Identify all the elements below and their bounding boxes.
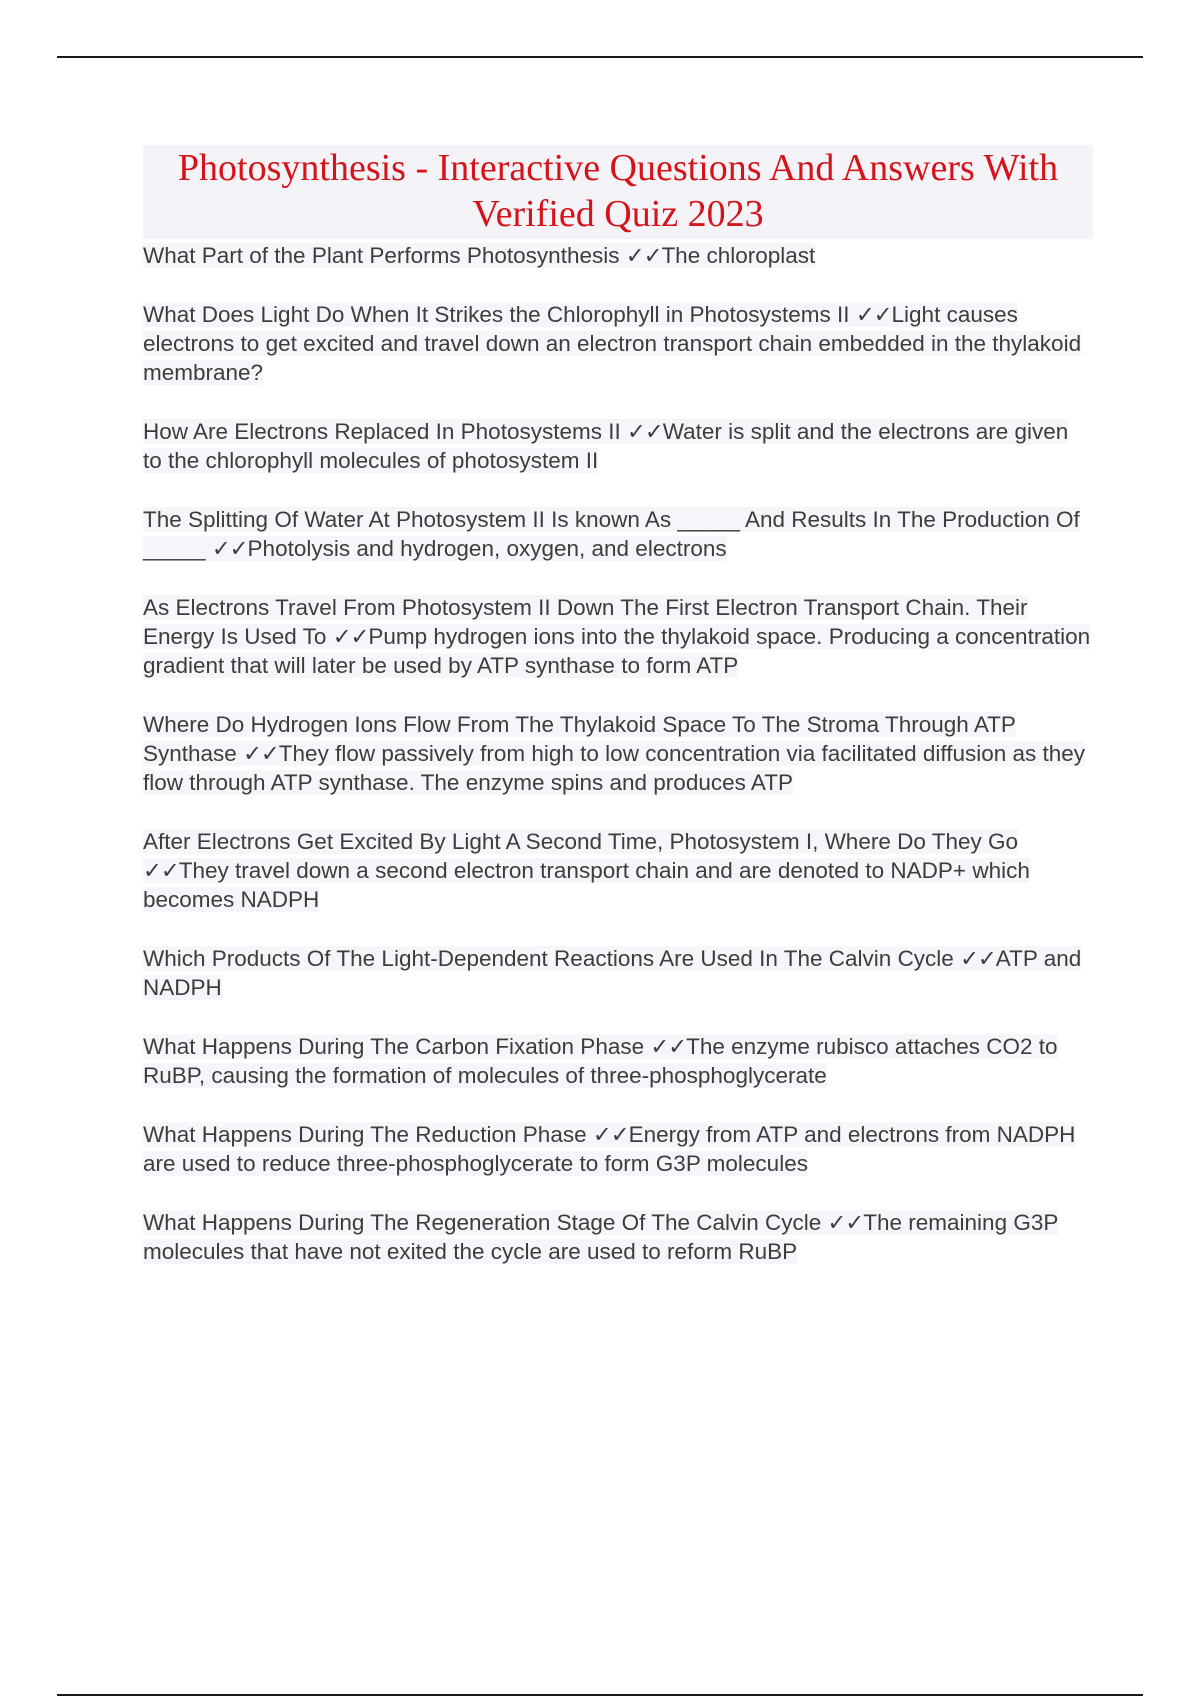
- check-mark-icon: ✓✓: [332, 624, 369, 649]
- qa-item: [143, 505, 1093, 563]
- document-title: Photosynthesis - Interactive Questions And Answers With Verified Quiz 2023: [177, 147, 1059, 235]
- qa-item: [143, 944, 1093, 1002]
- qa-item: [143, 300, 1093, 387]
- answer-text: Water is split and the electrons are given to the chlorophyll molecules of photosystem II: [143, 419, 1069, 473]
- question-text: What Happens During The Regeneration Stage Of The Calvin Cycle: [143, 1210, 828, 1235]
- answer-text: The remaining G3P molecules that have not exited the cycle are used to reform RuBP: [143, 1210, 1058, 1264]
- answer-text: They flow passively from high to low concentration via facilitated diffusion as they flow through ATP synthase. The enzyme spins and produces ATP: [143, 741, 1086, 795]
- qa-item: [143, 1032, 1093, 1090]
- answer-text: The enzyme rubisco attaches CO2 to RuBP, causing the formation of molecules of three-phosphoglycerate: [143, 1034, 1058, 1088]
- check-mark-icon: ✓✓: [650, 1034, 687, 1059]
- qa-item: [143, 1120, 1093, 1178]
- check-mark-icon: ✓✓: [143, 858, 179, 883]
- check-mark-icon: ✓✓: [211, 536, 248, 561]
- qa-item: [143, 1208, 1093, 1266]
- question-text: How Are Electrons Replaced In Photosystems II: [143, 419, 627, 444]
- qa-item: [143, 827, 1093, 914]
- answer-text: Photolysis and hydrogen, oxygen, and electrons: [247, 536, 727, 561]
- qa-list: [143, 241, 1093, 1266]
- question-text: Where Do Hydrogen Ions Flow From The Thylakoid Space To The Stroma Through ATP Synthase: [143, 712, 1016, 766]
- check-mark-icon: ✓✓: [960, 946, 996, 971]
- question-text: The Splitting Of Water At Photosystem II Is known As _____ And Results In The Production Of _____: [143, 507, 1080, 561]
- document-body: [143, 145, 1093, 1296]
- question-text: What Part of the Plant Performs Photosynthesis: [143, 243, 626, 268]
- question-text: After Electrons Get Excited By Light A Second Time, Photosystem I, Where Do They Go: [143, 829, 1018, 854]
- qa-item: [143, 241, 1093, 270]
- question-text: What Does Light Do When It Strikes the Chlorophyll in Photosystems II: [143, 302, 856, 327]
- header-rule: [57, 56, 1143, 58]
- check-mark-icon: ✓✓: [625, 243, 662, 268]
- answer-text: Energy from ATP and electrons from NADPH are used to reduce three-phosphoglycerate to form G3P molecules: [143, 1122, 1076, 1176]
- answer-text: Light causes electrons to get excited and travel down an electron transport chain embedded in the thylakoid membrane?: [143, 302, 1082, 385]
- answer-text: They travel down a second electron transport chain and are denoted to NADP+ which becomes NADPH: [143, 858, 1030, 912]
- question-text: What Happens During The Carbon Fixation Phase: [143, 1034, 651, 1059]
- qa-item: [143, 417, 1093, 475]
- question-text: As Electrons Travel From Photosystem II Down The First Electron Transport Chain. Their Energy Is Used To: [143, 595, 1028, 649]
- question-text: What Happens During The Reduction Phase: [143, 1122, 593, 1147]
- footer-rule: [57, 1694, 1143, 1696]
- title-block: [143, 145, 1093, 239]
- answer-text: The chloroplast: [661, 243, 816, 268]
- check-mark-icon: ✓✓: [626, 419, 663, 444]
- check-mark-icon: ✓✓: [855, 302, 892, 327]
- check-mark-icon: ✓✓: [592, 1122, 629, 1147]
- qa-item: [143, 593, 1093, 680]
- check-mark-icon: ✓✓: [243, 741, 279, 766]
- check-mark-icon: ✓✓: [827, 1210, 864, 1235]
- answer-text: ATP and NADPH: [143, 946, 1082, 1000]
- answer-text: Pump hydrogen ions into the thylakoid space. Producing a concentration gradient that will later be used by ATP synthase to form ATP: [143, 624, 1091, 678]
- question-text: Which Products Of The Light-Dependent Reactions Are Used In The Calvin Cycle: [143, 946, 961, 971]
- qa-item: [143, 710, 1093, 797]
